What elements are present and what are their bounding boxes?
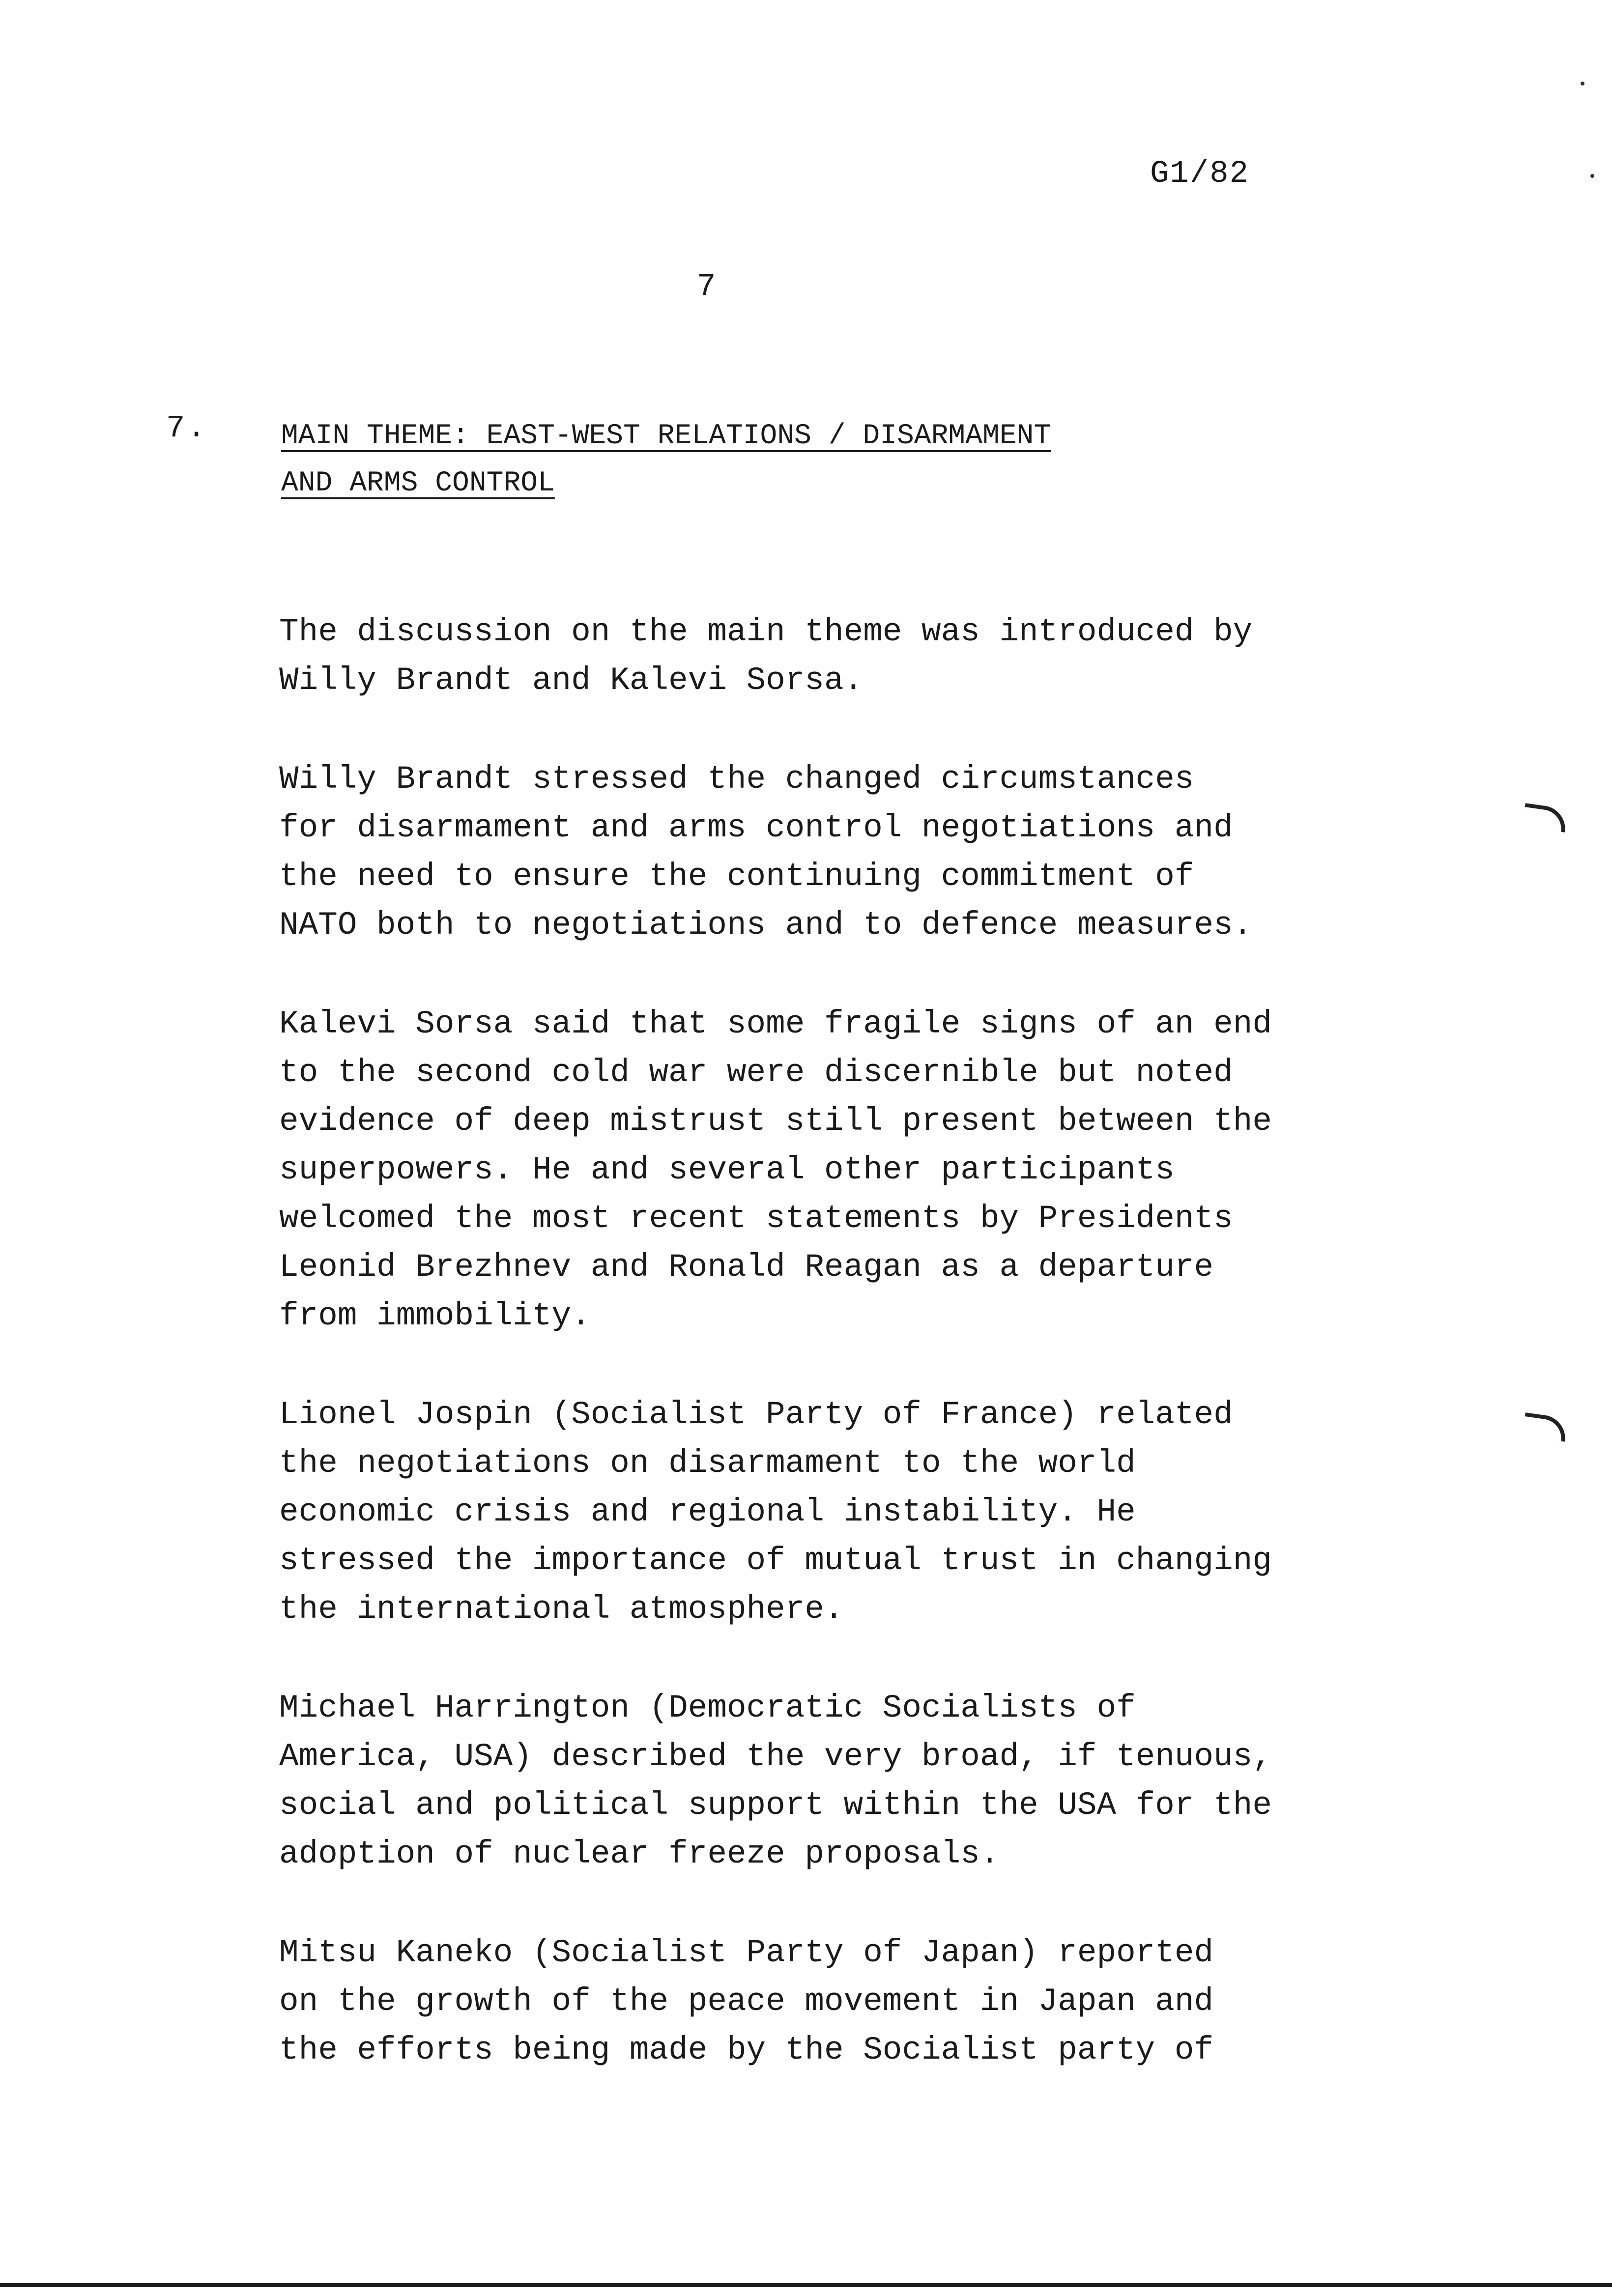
section-heading-line: AND ARMS CONTROL [281, 467, 555, 499]
binder-hole-mark [1522, 1412, 1568, 1442]
paragraph-harrington: Michael Harrington (Democratic Socialists of America, USA) described the very broad, if tenuous, social and political support within the USA for the adoption of nuclear freeze proposals. [279, 1690, 1272, 1872]
section-heading-line: MAIN THEME: EAST-WEST RELATIONS / DISARMAMENT [281, 420, 1051, 452]
scan-speck [1581, 82, 1584, 86]
paragraph-introduction: The discussion on the main theme was introduced by Willy Brandt and Kalevi Sorsa. [279, 613, 1253, 699]
page-number: 7 [697, 269, 716, 305]
section-number: 7. [166, 411, 208, 446]
page-bottom-edge [0, 2283, 1612, 2287]
paragraph-jospin: Lionel Jospin (Socialist Party of France) related the negotiations on disarmament to the world economic crisis and regional instability. He stressed the importance of mutual trust in changing the international atmosphere. [279, 1396, 1272, 1628]
paragraph-brandt: Willy Brandt stressed the changed circumstances for disarmament and arms control negotiations and the need to ensure the continuing commitment of NATO both to negotiations and to defence measures. [279, 761, 1253, 944]
body-text [279, 607, 1360, 2124]
paragraph-sorsa: Kalevi Sorsa said that some fragile signs of an end to the second cold war were discernible but noted evidence of deep mistrust still present between the superpowers. He and several other participants welcomed the most recent statements by Presidents Leonid Brezhnev and Ronald Reagan as a departure from immobility. [279, 1005, 1272, 1334]
section-heading [281, 413, 1264, 507]
scan-speck [1590, 174, 1594, 178]
document-reference: G1/82 [1150, 156, 1250, 192]
binder-hole-mark [1522, 803, 1568, 832]
paragraph-kaneko: Mitsu Kaneko (Socialist Party of Japan) reported on the growth of the peace movement in Japan and the efforts being made by the Socialist party of [279, 1934, 1214, 2068]
